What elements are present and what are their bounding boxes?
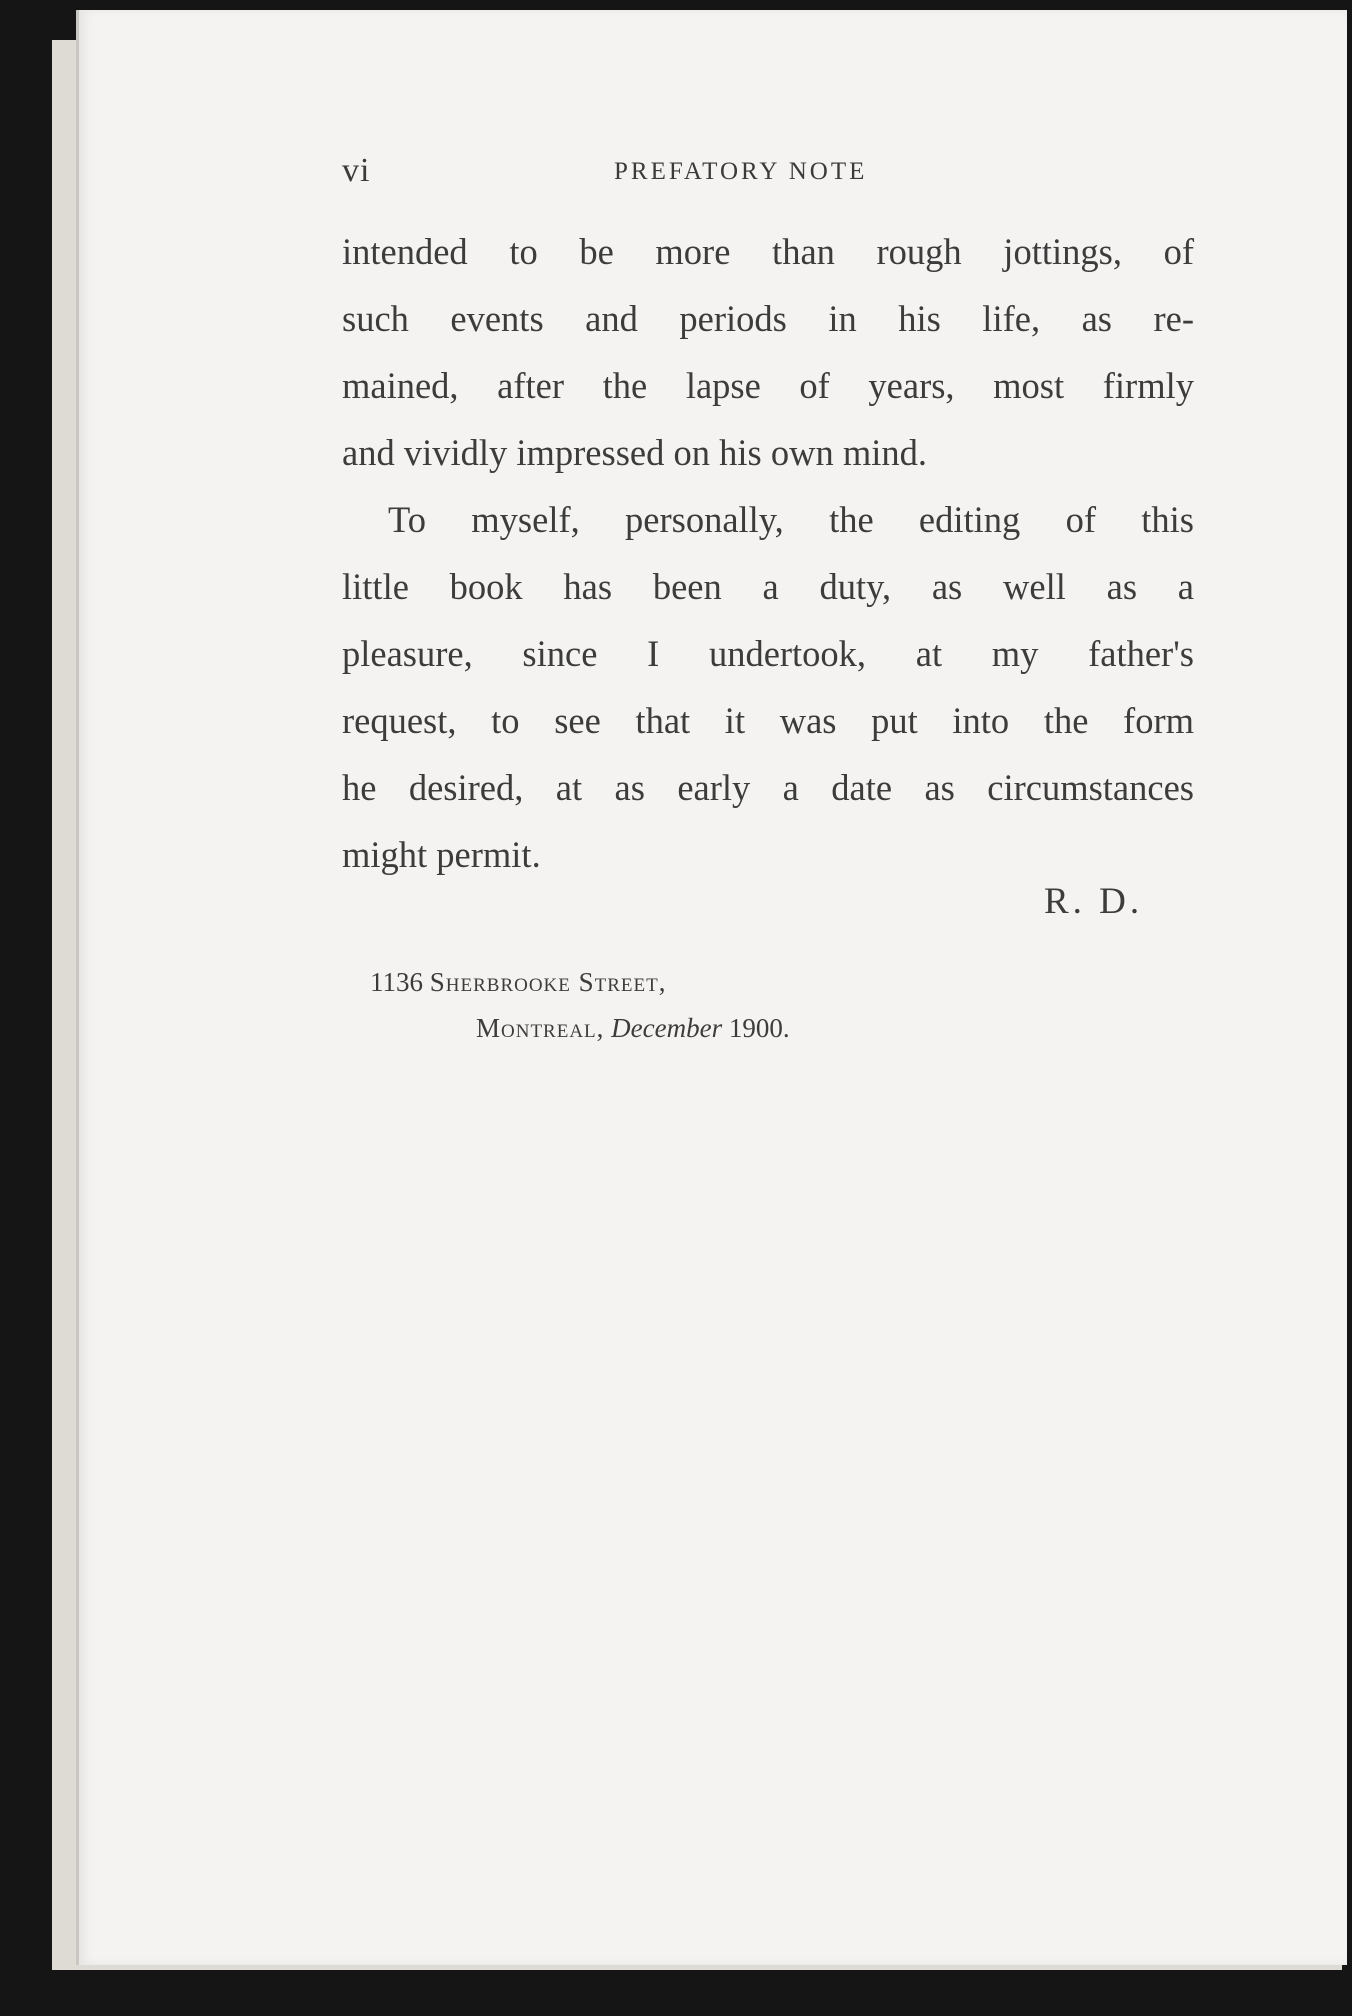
text-line: and vividly impressed on his own mind. <box>342 432 927 473</box>
date-year: 1900. <box>728 1013 790 1043</box>
text-line: request, to see that it was put into the form <box>342 700 1194 741</box>
text-line: such events and periods in his life, as re- <box>342 298 1194 339</box>
date-month: December <box>611 1013 723 1043</box>
street-number: 1136 <box>370 967 423 997</box>
signature-initials: R. D. <box>1044 881 1144 922</box>
text-line: he desired, at as early a date as circumstances <box>342 767 1194 808</box>
street-name: Sherbrooke Street, <box>429 967 667 997</box>
running-title: PREFATORY NOTE <box>614 158 868 185</box>
text-line: mained, after the lapse of years, most firmly <box>342 365 1194 406</box>
text-line: intended to be more than rough jottings, of <box>342 231 1194 272</box>
city-name: Montreal, <box>476 1013 605 1043</box>
running-head <box>342 152 1194 192</box>
page-number: vi <box>342 152 371 189</box>
text-line: pleasure, since I undertook, at my father's <box>342 633 1194 674</box>
text-line: To myself, personally, the editing of this <box>388 499 1194 540</box>
text-line: might permit. <box>342 834 541 875</box>
body-text <box>342 218 1194 888</box>
address-line-city-date <box>476 1013 790 1044</box>
address-line-street <box>370 967 667 998</box>
text-line: little book has been a duty, as well as a <box>342 566 1194 607</box>
